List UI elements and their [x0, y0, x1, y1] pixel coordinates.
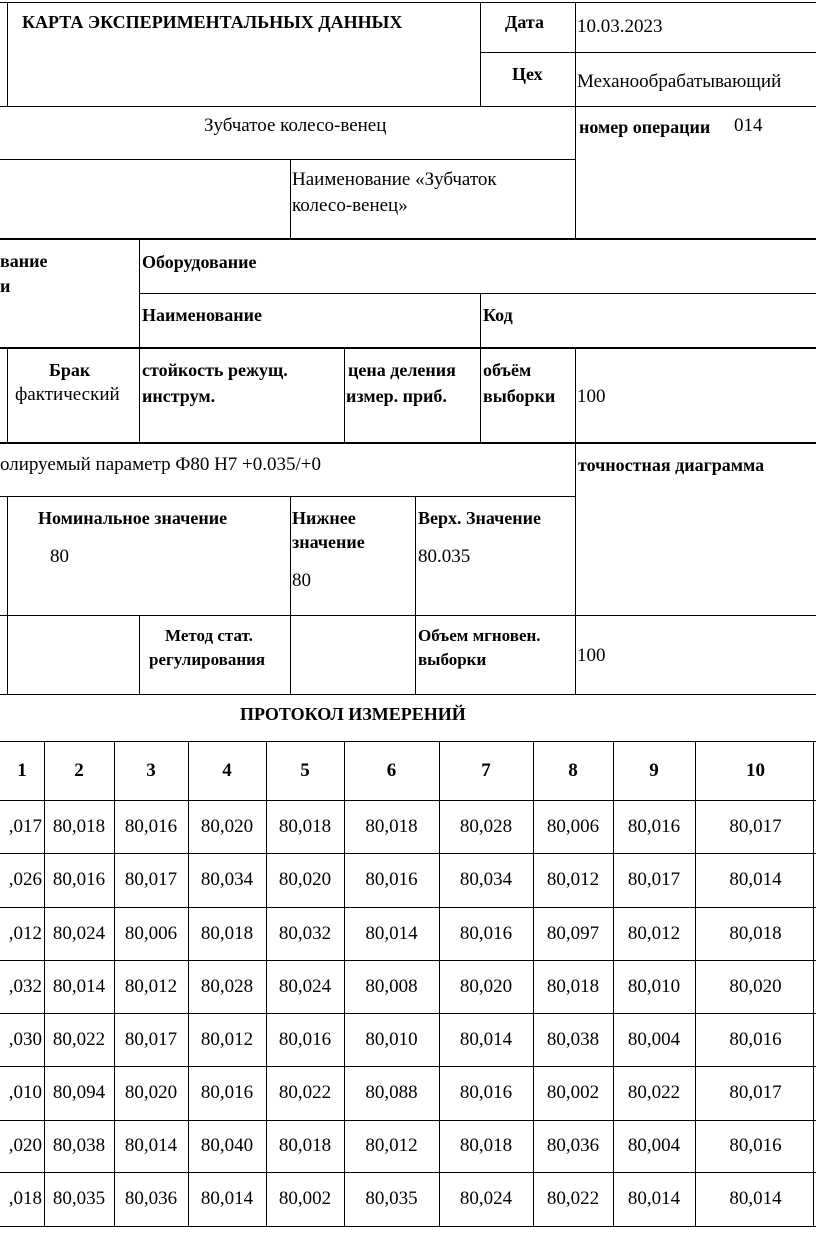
instant-line-2: выборки	[418, 650, 487, 669]
table-cell: 80,014	[52, 975, 106, 997]
method-line-2: регулирования	[149, 650, 266, 669]
instant-value: 100	[577, 645, 606, 666]
table-cell: 80,017	[124, 869, 178, 890]
tool-life-line-1: стойкость режущ.	[142, 360, 288, 380]
diagram-label: точностная диаграмма	[578, 455, 765, 475]
table-cell: 80,040	[200, 1135, 254, 1156]
divider-equip-left	[139, 238, 140, 443]
divider-method-bottom	[0, 694, 816, 695]
divider-params-division	[344, 347, 345, 443]
table-cell: 80,014	[459, 1028, 513, 1050]
table-cell: 80,012	[546, 869, 600, 890]
tool-life-line-2: инструм.	[142, 386, 216, 406]
sample-value: 100	[577, 386, 606, 407]
name-line-1: Наименование «Зубчаток	[292, 169, 497, 190]
date-label: Дата	[505, 12, 544, 32]
table-cell: 80,038	[546, 1028, 600, 1050]
table-cell: 80,018	[52, 815, 106, 837]
divider-part	[0, 159, 576, 160]
table-cell: ,018	[8, 1188, 42, 1209]
table-cell: 80,014	[200, 1188, 254, 1209]
table-cell: 80,014	[124, 1135, 178, 1156]
table-cell: 80,097	[546, 922, 600, 944]
table-cell: ,017	[8, 815, 42, 837]
table-header-cell: 1	[17, 759, 27, 781]
table-hline	[0, 1226, 816, 1227]
table-cell: 80,002	[278, 1188, 332, 1209]
table-header-cell: 5	[300, 759, 310, 781]
table-cell: ,010	[8, 1082, 42, 1103]
table-cell: 80,010	[365, 1028, 418, 1050]
table-header-cell: 10	[746, 759, 765, 781]
table-cell: 80,034	[459, 869, 513, 890]
table-cell: 80,024	[52, 922, 106, 944]
table-cell: 80,038	[52, 1135, 106, 1156]
upper-value: 80.035	[418, 546, 471, 567]
table-cell: 80,022	[546, 1188, 600, 1209]
controlled-param: олируемый параметр Ф80 Н7 +0.035/+0	[0, 454, 322, 475]
table-cell: 80,017	[729, 815, 782, 837]
table-cell: 80,018	[365, 815, 418, 837]
border-left-top	[7, 2, 8, 106]
table-cell: 80,020	[459, 975, 513, 997]
defect-line-2: фактический	[15, 384, 120, 405]
table-cell: ,012	[8, 922, 42, 944]
table-cell: 80,036	[124, 1188, 178, 1209]
table-header-cell: 7	[481, 759, 491, 781]
operation-label: номер операции	[579, 117, 711, 137]
table-cell: 80,012	[365, 1135, 418, 1156]
table-cell: 80,022	[52, 1028, 106, 1050]
table-cell: 80,002	[546, 1082, 600, 1103]
shop-label: Цех	[512, 64, 543, 84]
defect-line-1: Брак	[49, 360, 91, 380]
divider-params-top	[0, 347, 816, 349]
table-cell: 80,035	[365, 1188, 418, 1209]
table-cell: 80,088	[365, 1082, 418, 1103]
table-cell: 80,008	[365, 975, 418, 997]
table-cell: 80,016	[459, 1082, 513, 1103]
part-name: Зубчатое колесо-венец	[204, 115, 387, 136]
table-header-cell: 9	[649, 759, 659, 781]
division-line-2: измер. приб.	[346, 386, 447, 406]
divider-date-shop	[480, 52, 816, 53]
table-header-cell: 3	[146, 759, 156, 781]
table-header-cell: 6	[386, 759, 397, 781]
table-cell: 80,018	[278, 815, 332, 837]
date-value: 10.03.2023	[577, 16, 663, 37]
shop-value: Механообрабатывающий	[577, 71, 782, 92]
table-cell: 80,024	[459, 1188, 513, 1209]
card-title: КАРТА ЭКСПЕРИМЕНТАЛЬНЫХ ДАННЫХ	[22, 12, 403, 32]
equipment-code-label: Код	[483, 305, 513, 325]
table-cell: 80,006	[546, 815, 600, 837]
table-cell: ,032	[8, 975, 42, 997]
table-cell: 80,014	[729, 869, 782, 890]
divider-param-row	[0, 496, 576, 497]
table-cell: 80,004	[627, 1028, 681, 1050]
table-cell: 80,035	[52, 1188, 106, 1209]
table-cell: 80,017	[124, 1028, 178, 1050]
divider-equip-mid	[139, 293, 816, 294]
table-cell: 80,034	[200, 869, 254, 890]
method-line-1: Метод стат.	[165, 626, 253, 645]
equip-left-line-1: вание	[0, 251, 48, 271]
table-cell: 80,018	[546, 975, 600, 997]
table-cell: 80,012	[200, 1028, 254, 1050]
table-cell: ,030	[8, 1028, 42, 1050]
divider-date	[575, 2, 576, 239]
table-cell: 80,016	[729, 1028, 782, 1050]
divider-header-bottom	[0, 106, 816, 107]
divider-params-sample	[575, 347, 576, 443]
table-cell: 80,016	[459, 922, 513, 944]
operation-value: 014	[734, 115, 763, 136]
table-cell: ,026	[8, 869, 42, 890]
table-cell: 80,018	[729, 922, 782, 944]
table-cell: 80,016	[729, 1135, 782, 1156]
table-cell: 80,020	[278, 869, 332, 890]
border-top	[0, 2, 816, 3]
nominal-label: Номинальное значение	[38, 508, 228, 528]
table-cell: 80,014	[627, 1188, 681, 1209]
table-cell: 80,022	[627, 1082, 681, 1103]
table-cell: 80,014	[365, 922, 418, 944]
table-header-cell: 2	[74, 759, 84, 781]
equipment-name-label: Наименование	[142, 305, 262, 325]
table-cell: 80,012	[124, 975, 178, 997]
table-cell: 80,016	[124, 815, 178, 837]
table-cell: 80,016	[627, 815, 681, 837]
lower-label-1: Нижнее	[292, 508, 356, 528]
divider-lower	[290, 496, 291, 695]
sample-line-1: объём	[483, 360, 532, 380]
table-cell: 80,012	[627, 922, 681, 944]
table-cell: 80,028	[200, 975, 254, 997]
divider-diagram	[575, 442, 576, 695]
instant-line-1: Объем мгновен.	[418, 626, 541, 645]
divider-params-left	[7, 347, 8, 443]
table-header-cell: 8	[568, 759, 578, 781]
table-cell: 80,018	[459, 1135, 513, 1156]
table-cell: 80,016	[365, 869, 418, 890]
nominal-value: 80	[50, 546, 69, 567]
table-cell: 80,036	[546, 1135, 600, 1156]
divider-val-left	[7, 496, 8, 695]
division-line-1: цена деления	[348, 360, 456, 380]
table-cell: 80,020	[729, 975, 782, 997]
divider-equipment-top	[0, 238, 816, 240]
equipment-header: Оборудование	[142, 252, 257, 272]
lower-label-2: значение	[292, 532, 365, 552]
divider-name	[290, 159, 291, 239]
table-cell: 80,010	[627, 975, 681, 997]
table-cell: 80,004	[627, 1135, 681, 1156]
divider-code	[480, 293, 481, 443]
table-cell: 80,022	[278, 1082, 332, 1103]
table-cell: 80,006	[124, 922, 178, 944]
table-cell: 80,017	[627, 869, 681, 890]
divider-upper	[415, 496, 416, 695]
sample-line-2: выборки	[483, 386, 556, 406]
table-cell: 80,018	[278, 1135, 332, 1156]
divider-params-bottom	[0, 442, 816, 444]
table-cell: ,020	[8, 1135, 42, 1156]
table-cell: 80,020	[200, 815, 254, 837]
table-cell: 80,018	[200, 922, 254, 944]
table-cell: 80,016	[52, 869, 106, 890]
upper-label: Верх. Значение	[418, 508, 542, 528]
table-header-cell: 4	[222, 759, 232, 781]
divider-method	[139, 615, 140, 695]
table-cell: 80,028	[459, 815, 513, 837]
table-cell: 80,020	[124, 1082, 178, 1103]
lower-value: 80	[292, 570, 311, 591]
table-cell: 80,094	[52, 1082, 106, 1103]
table-cell: 80,024	[278, 975, 332, 997]
table-cell: 80,014	[729, 1188, 782, 1209]
table-cell: 80,016	[200, 1082, 254, 1103]
table-cell: 80,032	[278, 922, 332, 944]
table-cell: 80,017	[729, 1082, 782, 1103]
table-cell: 80,016	[278, 1028, 332, 1050]
divider-values-bottom	[0, 615, 816, 616]
protocol-title: ПРОТОКОЛ ИЗМЕРЕНИЙ	[240, 704, 466, 724]
divider-title	[480, 2, 481, 106]
equip-left-line-2: и	[0, 276, 11, 296]
name-line-2: колесо-венец»	[292, 195, 408, 216]
